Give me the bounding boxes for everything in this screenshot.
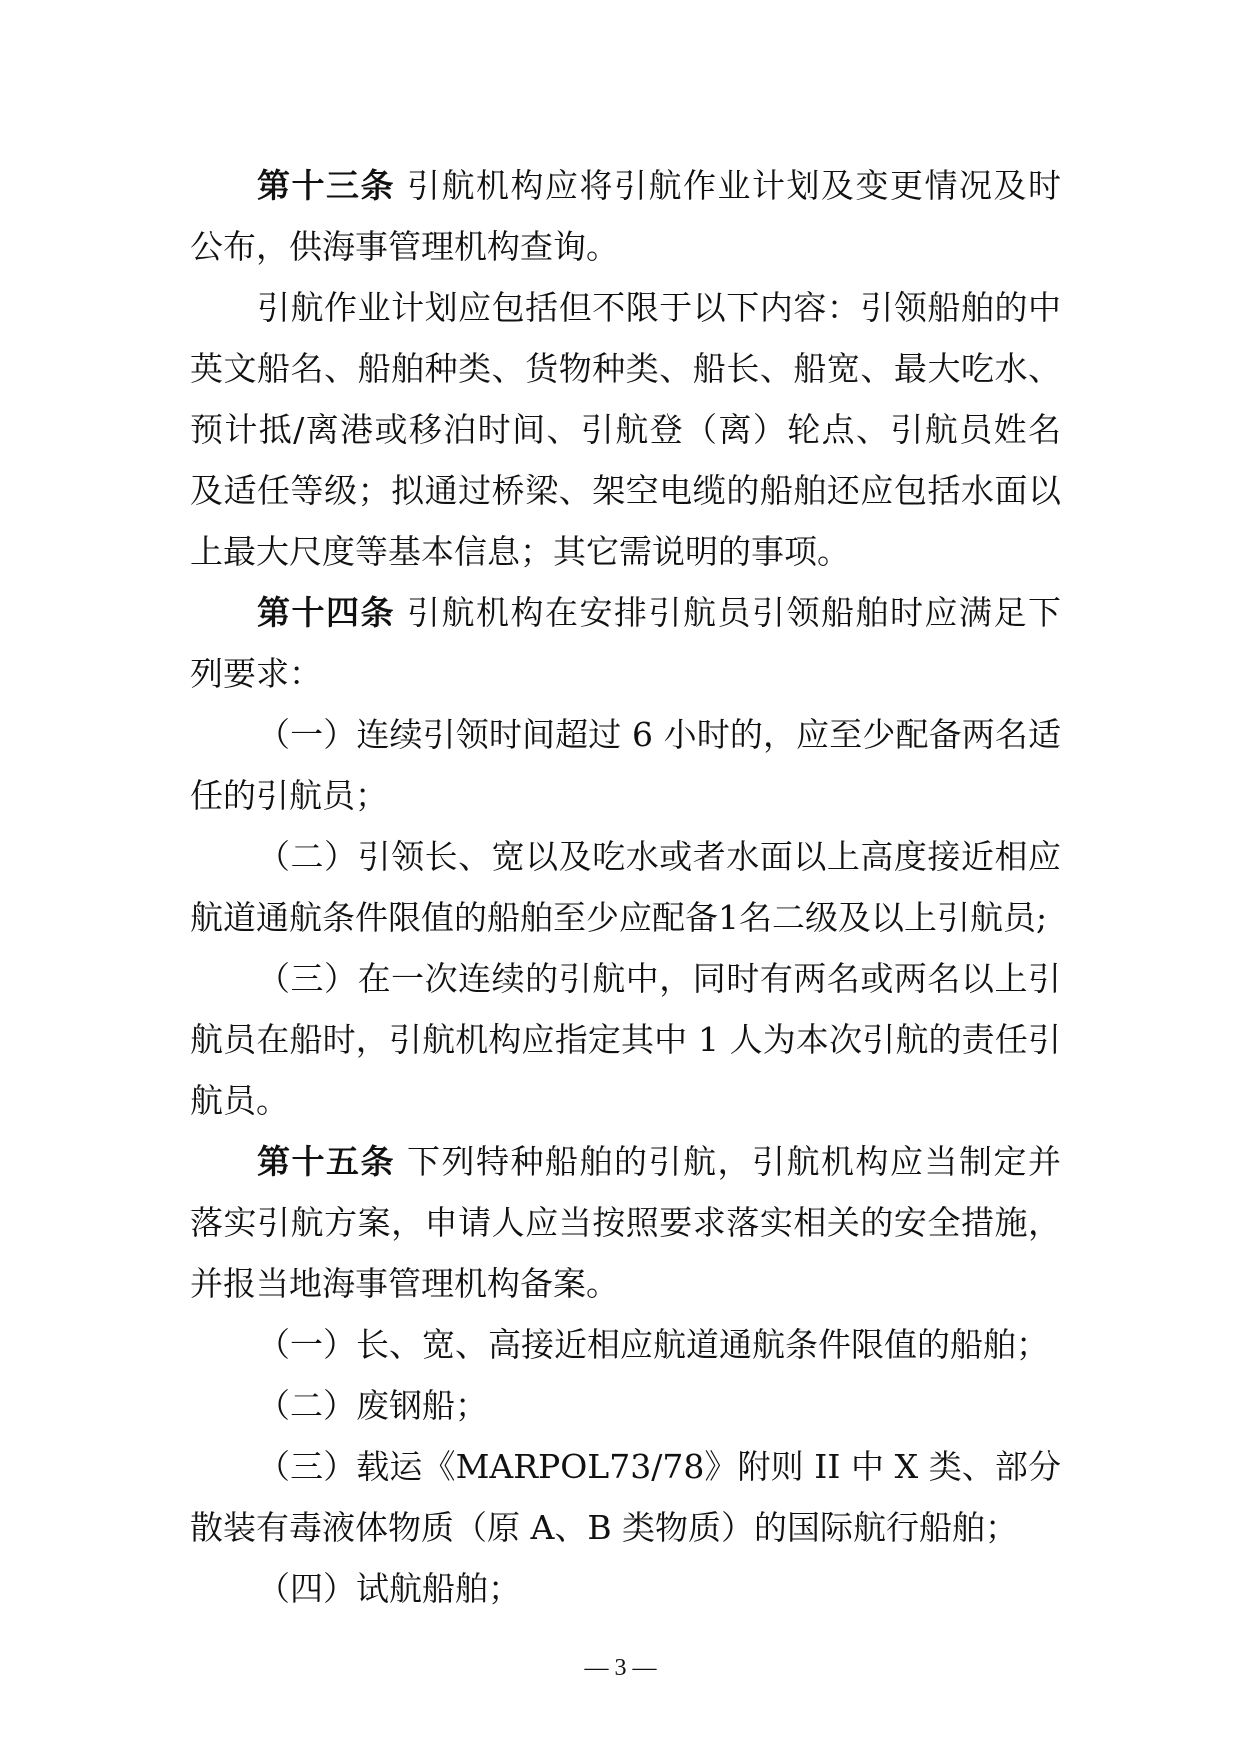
line-text: 下列特种船舶的引航，引航机构应当制定并	[407, 1142, 1061, 1181]
paragraph	[190, 277, 1061, 582]
text-line: （二）引领长、宽以及吃水或者水面以上高度接近相应	[257, 837, 1061, 876]
text-line: 引航作业计划应包括但不限于以下内容：引领船舶的中	[257, 288, 1061, 327]
article-heading: 第十四条	[257, 593, 395, 632]
paragraph	[190, 948, 1061, 1131]
line-text: 引航机构应将引航作业计划及变更情况及时	[407, 166, 1061, 205]
paragraph	[190, 1558, 1061, 1619]
text-line: 英文船名、船舶种类、货物种类、船长、船宽、最大吃水、	[190, 349, 1061, 388]
text-line: 航员。	[190, 1081, 289, 1120]
document-body	[190, 155, 1061, 1619]
paragraph	[190, 1375, 1061, 1436]
paragraph	[190, 826, 1061, 948]
article-heading: 第十三条	[257, 166, 395, 205]
text-line: 落实引航方案，申请人应当按照要求落实相关的安全措施，	[190, 1203, 1061, 1242]
article-heading: 第十五条	[257, 1142, 395, 1181]
text-line: （三）载运《MARPOL73/78》附则 II 中 X 类、部分	[257, 1447, 1061, 1486]
paragraph	[190, 1436, 1061, 1558]
text-line: （三）在一次连续的引航中，同时有两名或两名以上引	[257, 959, 1061, 998]
article-paragraph	[190, 1131, 1061, 1314]
text-line: （一）长、宽、高接近相应航道通航条件限值的船舶；	[257, 1325, 1049, 1364]
paragraph	[190, 704, 1061, 826]
paragraph	[190, 1314, 1061, 1375]
text-line: 上最大尺度等基本信息；其它需说明的事项。	[190, 532, 850, 571]
article-paragraph	[190, 155, 1061, 277]
text-line: （一）连续引领时间超过 6 小时的，应至少配备两名适	[257, 715, 1061, 754]
text-line: 航员在船时，引航机构应指定其中 1 人为本次引航的责任引	[190, 1020, 1061, 1059]
text-line: 公布，供海事管理机构查询。	[190, 227, 619, 266]
text-line: （四）试航船舶；	[257, 1569, 521, 1608]
article-paragraph	[190, 582, 1061, 704]
page-number: — 3 —	[584, 1655, 657, 1681]
text-line	[190, 1131, 1061, 1192]
text-line: 并报当地海事管理机构备案。	[190, 1264, 619, 1303]
text-line: 列要求：	[190, 654, 322, 693]
line-text: 引航机构在安排引航员引领船舶时应满足下	[407, 593, 1061, 632]
text-line: 散装有毒液体物质（原 A、B 类物质）的国际航行船舶；	[190, 1508, 1019, 1547]
text-line: 任的引航员；	[190, 776, 388, 815]
text-line	[190, 155, 1061, 216]
text-line: 航道通航条件限值的船舶至少应配备1名二级及以上引航员;	[190, 898, 1048, 937]
text-line: 及适任等级；拟通过桥梁、架空电缆的船舶还应包括水面以	[190, 471, 1061, 510]
text-line	[190, 582, 1061, 643]
text-line: （二）废钢船；	[257, 1386, 488, 1425]
text-line: 预计抵/离港或移泊时间、引航登（离）轮点、引航员姓名	[190, 410, 1061, 449]
